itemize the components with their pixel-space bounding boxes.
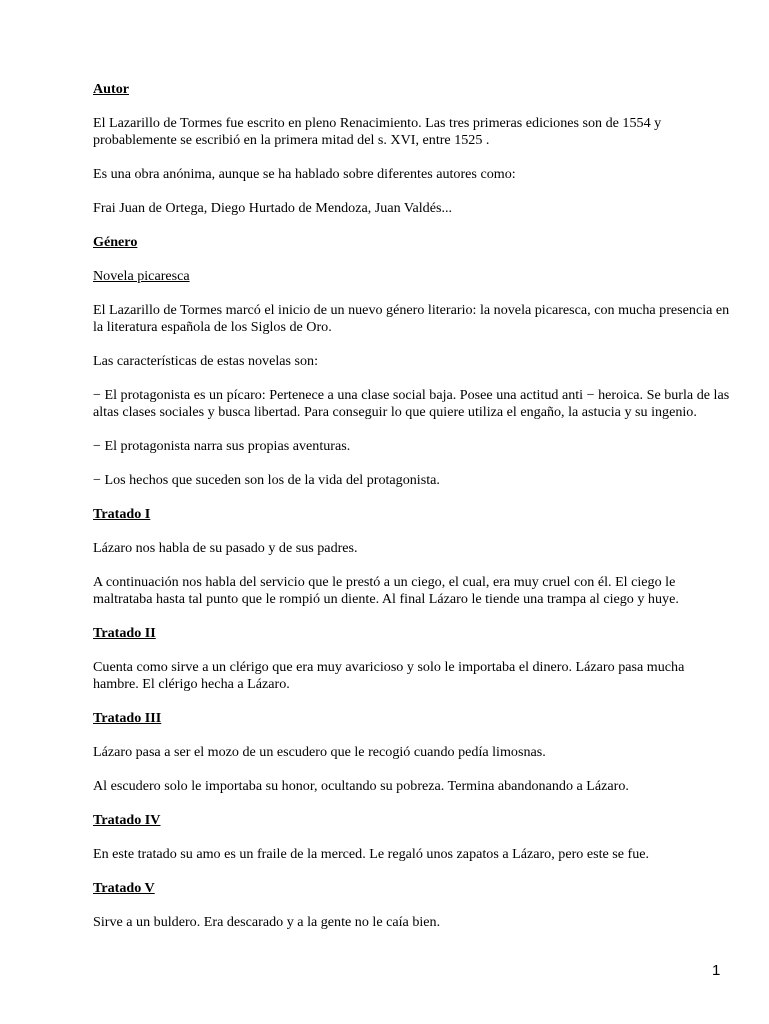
document-body	[93, 81, 733, 948]
list-item-narra-aventuras: − El protagonista narra sus propias aventuras.	[93, 438, 351, 454]
section-heading-tratado-3: Tratado III	[93, 710, 162, 726]
list-item-picaro: − El protagonista es un pícaro: Pertenece a una clase social baja. Posee una actitud anti − heroica. Se burla de las altas clases sociales y busca libertad. Para conseguir lo que quiere utiliza el engaño, la astucia y su ingenio.	[93, 387, 730, 420]
paragraph-tratado-1-padres: Lázaro nos habla de su pasado y de sus padres.	[93, 540, 358, 556]
paragraph-tratado-4-fraile: En este tratado su amo es un fraile de la merced. Le regaló unos zapatos a Lázaro, pero este se fue.	[93, 846, 650, 862]
paragraph-obra-anonima: Es una obra anónima, aunque se ha hablado sobre diferentes autores como:	[93, 166, 516, 182]
section-heading-tratado-5: Tratado V	[93, 880, 155, 896]
paragraph-autor-fecha: El Lazarillo de Tormes fue escrito en pleno Renacimiento. Las tres primeras ediciones son de 1554 y probablemente se escribió en la primera mitad del s. XVI, entre 1525 .	[93, 115, 662, 148]
paragraph-tratado-5-buldero: Sirve a un buldero. Era descarado y a la gente no le caía bien.	[93, 914, 441, 930]
subheading-novela-picaresca: Novela picaresca	[93, 268, 190, 284]
section-heading-tratado-4: Tratado IV	[93, 812, 161, 828]
paragraph-tratado-3-escudero: Lázaro pasa a ser el mozo de un escudero que le recogió cuando pedía limosnas.	[93, 744, 546, 760]
paragraph-inicio-genero: El Lazarillo de Tormes marcó el inicio de un nuevo género literario: la novela picaresca, con mucha presencia en la literatura española de los Siglos de Oro.	[93, 302, 730, 335]
paragraph-tratado-3-honor: Al escudero solo le importaba su honor, ocultando su pobreza. Termina abandonando a Lázaro.	[93, 778, 629, 794]
paragraph-posibles-autores: Frai Juan de Ortega, Diego Hurtado de Mendoza, Juan Valdés...	[93, 200, 453, 216]
section-heading-tratado-1: Tratado I	[93, 506, 151, 522]
paragraph-caracteristicas-intro: Las características de estas novelas son:	[93, 353, 319, 369]
section-heading-tratado-2: Tratado II	[93, 625, 156, 641]
section-heading-genero: Género	[93, 234, 138, 250]
page-number: 1	[712, 962, 721, 979]
paragraph-tratado-2-clerigo: Cuenta como sirve a un clérigo que era muy avaricioso y solo le importaba el dinero. Lázaro pasa mucha hambre. El clérigo hecha a Lázaro.	[93, 659, 685, 692]
section-heading-autor: Autor	[93, 81, 130, 97]
list-item-hechos-vida: − Los hechos que suceden son los de la vida del protagonista.	[93, 472, 440, 488]
paragraph-tratado-1-ciego: A continuación nos habla del servicio que le prestó a un ciego, el cual, era muy cruel con él. El ciego le maltrataba hasta tal punto que le rompió un diente. Al final Lázaro le tiende una trampa al ciego y huye.	[93, 574, 679, 607]
